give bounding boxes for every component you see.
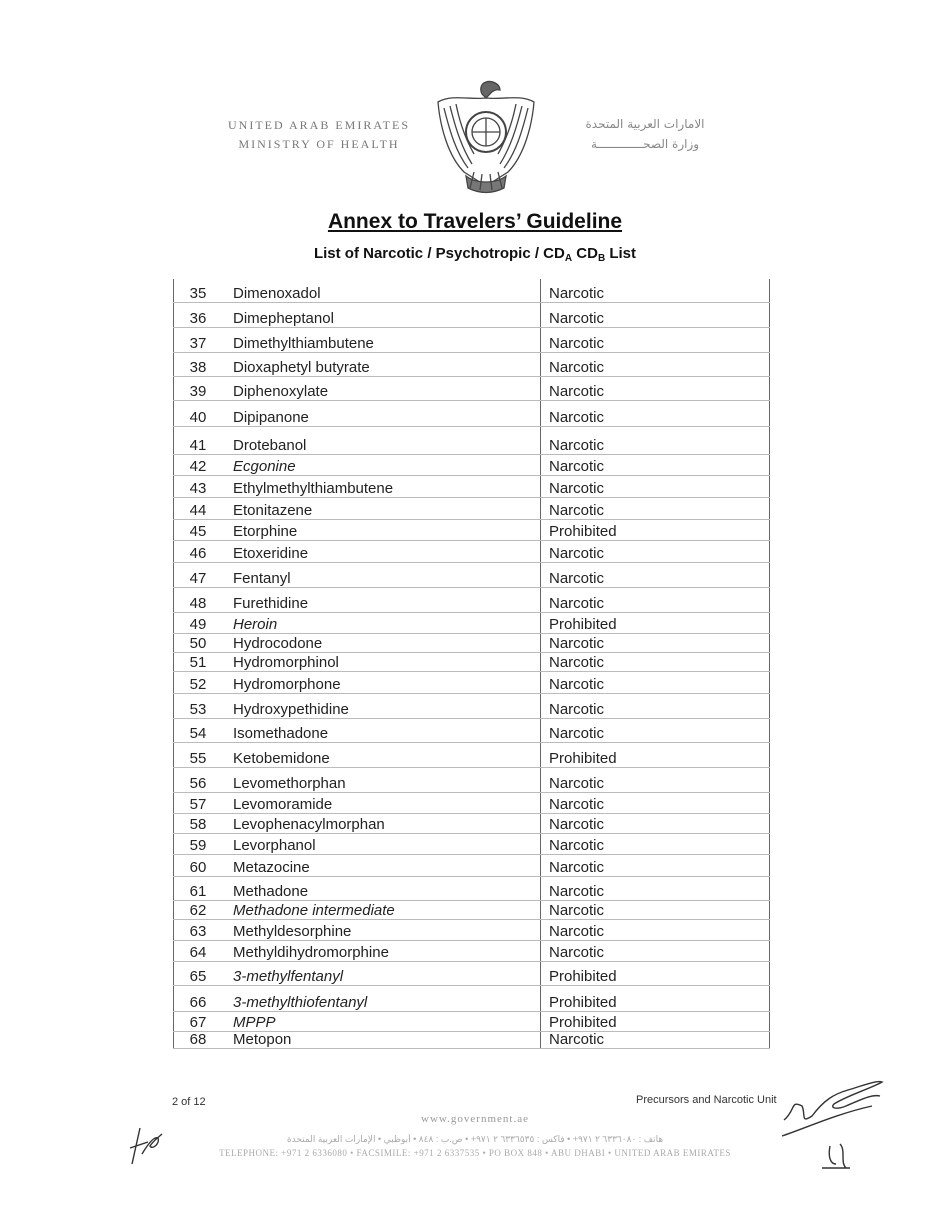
substance-name: Hydrocodone [222,633,541,652]
substance-name: Methadone intermediate [222,900,541,919]
address-arabic: هاتف : ٦٣٣٦٠٨٠ ٢ ٩٧١+ • فاكس : ٦٣٣٦٥٣٥ ٢ ٩٧١+ • ص.ب : ٨٤٨ • أبوظبي • الإمارات العربية المتحدة [286,1134,664,1144]
substance-category: Narcotic [541,540,770,562]
row-number: 58 [174,813,223,833]
table-row [174,792,770,813]
table-row [174,876,770,900]
substance-category: Prohibited [541,612,770,633]
substance-category: Narcotic [541,302,770,327]
substance-name: Dioxaphetyl butyrate [222,352,541,376]
table-row [174,919,770,940]
initials-icon [128,1124,164,1168]
table-row [174,767,770,792]
row-number: 46 [174,540,223,562]
row-number: 43 [174,475,223,497]
row-number: 54 [174,718,223,742]
website: www.government.ae [421,1113,529,1125]
table-row [174,900,770,919]
substance-category: Narcotic [541,400,770,426]
table-row [174,742,770,767]
substance-name: Hydromorphinol [222,652,541,671]
row-number: 36 [174,302,223,327]
substance-name: 3-methylfentanyl [222,961,541,985]
row-number: 39 [174,376,223,400]
table-row [174,1011,770,1031]
row-number: 65 [174,961,223,985]
substance-category: Narcotic [541,854,770,876]
row-number: 37 [174,327,223,352]
substance-table [173,279,770,1049]
page-title: Annex to Travelers’ Guideline [327,210,623,233]
substance-name: 3-methylthiofentanyl [222,985,541,1011]
substance-name: Hydroxypethidine [222,693,541,718]
row-number: 66 [174,985,223,1011]
substance-category: Narcotic [541,792,770,813]
substance-name: Levorphanol [222,833,541,854]
substance-name: Metazocine [222,854,541,876]
header-country: UNITED ARAB EMIRATES [227,118,410,132]
table-row [174,633,770,652]
table-row [174,327,770,352]
substance-name: Furethidine [222,587,541,612]
row-number: 48 [174,587,223,612]
substance-name: MPPP [222,1011,541,1031]
initials-icon-2 [816,1140,856,1174]
header-country-ar: الامارات العربية المتحدة [585,117,705,131]
row-number: 45 [174,519,223,540]
substance-category: Narcotic [541,876,770,900]
substance-name: Diphenoxylate [222,376,541,400]
table-row [174,540,770,562]
substance-name: Dipipanone [222,400,541,426]
substance-name: Methyldihydromorphine [222,940,541,961]
substance-category: Prohibited [541,1011,770,1031]
table-row [174,652,770,671]
row-number: 55 [174,742,223,767]
row-number: 35 [174,279,223,302]
signature-icon [776,1070,888,1140]
table-row [174,833,770,854]
row-number: 67 [174,1011,223,1031]
row-number: 64 [174,940,223,961]
substance-name: Ketobemidone [222,742,541,767]
row-number: 53 [174,693,223,718]
table-row [174,961,770,985]
row-number: 51 [174,652,223,671]
row-number: 61 [174,876,223,900]
substance-name: Ethylmethylthiambutene [222,475,541,497]
substance-category: Narcotic [541,1031,770,1048]
substance-category: Prohibited [541,742,770,767]
table-row [174,279,770,302]
table-row [174,1031,770,1048]
substance-category: Narcotic [541,633,770,652]
substance-name: Metopon [222,1031,541,1048]
substance-name: Hydromorphone [222,671,541,693]
row-number: 40 [174,400,223,426]
substance-category: Narcotic [541,940,770,961]
row-number: 41 [174,426,223,454]
substance-name: Methyldesorphine [222,919,541,940]
substance-category: Narcotic [541,426,770,454]
table-row [174,454,770,475]
table-row [174,376,770,400]
substance-name: Methadone [222,876,541,900]
substance-category: Narcotic [541,693,770,718]
header-arabic [545,114,745,154]
table-row [174,519,770,540]
substance-category: Narcotic [541,767,770,792]
substance-name: Levomethorphan [222,767,541,792]
row-number: 49 [174,612,223,633]
substance-category: Prohibited [541,961,770,985]
substance-category: Narcotic [541,327,770,352]
substance-category: Narcotic [541,352,770,376]
substance-name: Etorphine [222,519,541,540]
uae-emblem-icon [430,76,542,198]
table-row [174,426,770,454]
table-row [174,400,770,426]
row-number: 62 [174,900,223,919]
header-ministry-ar: وزارة الصحـــــــــــــة [590,137,700,151]
table-row [174,671,770,693]
table-row [174,854,770,876]
table-row [174,612,770,633]
unit-name: Precursors and Narcotic Unit [636,1094,777,1106]
header-ministry: MINISTRY OF HEALTH [238,137,400,151]
row-number: 60 [174,854,223,876]
substance-name: Dimepheptanol [222,302,541,327]
row-number: 38 [174,352,223,376]
substance-category: Narcotic [541,833,770,854]
row-number: 44 [174,497,223,519]
row-number: 56 [174,767,223,792]
row-number: 68 [174,1031,223,1048]
row-number: 47 [174,562,223,587]
table-row [174,475,770,497]
substance-category: Narcotic [541,900,770,919]
substance-category: Prohibited [541,519,770,540]
substance-category: Narcotic [541,279,770,302]
address-english: TELEPHONE: +971 2 6336080 • FACSIMILE: +971 2 6337535 • PO BOX 848 • ABU DHABI • UNITED ARAB EMIRATES [219,1148,731,1158]
substance-category: Narcotic [541,587,770,612]
substance-name: Fentanyl [222,562,541,587]
row-number: 57 [174,792,223,813]
table-row [174,718,770,742]
substance-name: Heroin [222,612,541,633]
substance-category: Narcotic [541,813,770,833]
substance-category: Narcotic [541,652,770,671]
table-row [174,497,770,519]
table-row [174,693,770,718]
row-number: 52 [174,671,223,693]
table-row [174,940,770,961]
substance-name: Levophenacylmorphan [222,813,541,833]
substance-category: Narcotic [541,562,770,587]
substance-category: Narcotic [541,718,770,742]
table-row [174,813,770,833]
row-number: 42 [174,454,223,475]
table-row [174,352,770,376]
substance-category: Narcotic [541,497,770,519]
page-subtitle: List of Narcotic / Psychotropic / $CD_A$ $CD_B$ List [313,245,637,264]
row-number: 59 [174,833,223,854]
substance-name: Drotebanol [222,426,541,454]
substance-category: Narcotic [541,671,770,693]
substance-name: Isomethadone [222,718,541,742]
substance-name: Etoxeridine [222,540,541,562]
table-row [174,985,770,1011]
substance-name: Dimethylthiambutene [222,327,541,352]
substance-name: Levomoramide [222,792,541,813]
table-row [174,562,770,587]
substance-category: Narcotic [541,376,770,400]
substance-category: Narcotic [541,919,770,940]
row-number: 63 [174,919,223,940]
substance-category: Narcotic [541,475,770,497]
table-row [174,302,770,327]
substance-category: Narcotic [541,454,770,475]
substance-name: Etonitazene [222,497,541,519]
substance-category: Prohibited [541,985,770,1011]
substance-name: Ecgonine [222,454,541,475]
substance-name: Dimenoxadol [222,279,541,302]
page-number: 2 of 12 [172,1096,206,1108]
row-number: 50 [174,633,223,652]
header-english [214,116,424,154]
table-row [174,587,770,612]
